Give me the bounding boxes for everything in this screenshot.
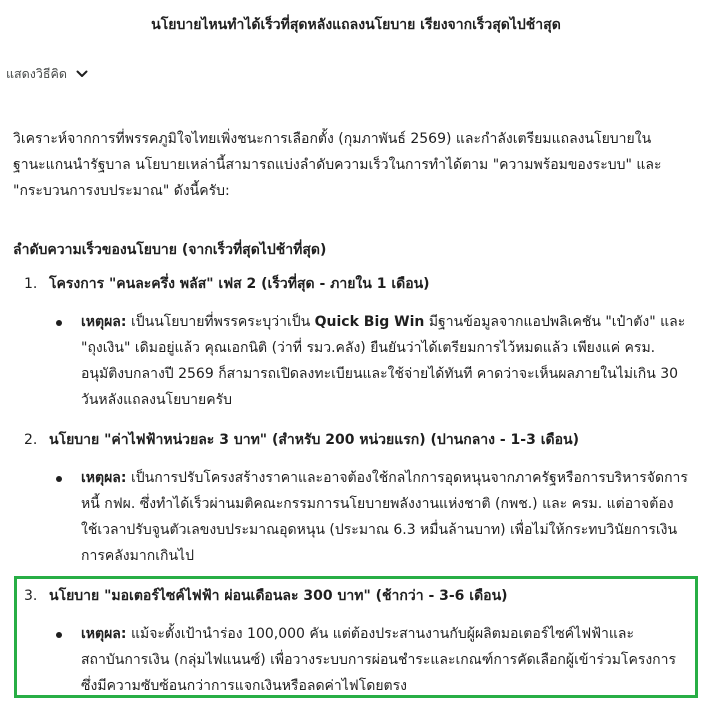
user-prompt [0, 0, 712, 50]
section-heading: ลำดับความเร็วของนโยบาย (จากเร็วที่สุดไปช้าที่สุด) [13, 242, 327, 258]
reason-text: แม้จะตั้งเป้านำร่อง 100,000 คัน แต่ต้องประสานงานกับผู้ผลิตมอเตอร์ไซค์ไฟฟ้าและ [126, 626, 635, 642]
reason-line: การคลังมากเกินไป [81, 548, 194, 564]
chevron-down-icon [75, 67, 89, 81]
list-item-title [24, 428, 579, 452]
intro-line: "กระบวนการงบประมาณ" ดังนี้ครับ: [13, 183, 230, 199]
intro-line: ฐานะแกนนำรัฐบาล นโยบายเหล่านี้สามารถแบ่งลำดับความเร็วในการทำได้ตาม "ความพร้อมของระบบ" และ [13, 157, 662, 173]
prompt-text: นโยบายไหนทำได้เร็วที่สุดหลังแถลงนโยบาย เรียงจากเร็วสุดไปช้าสุด [151, 17, 561, 33]
bullet-icon [56, 476, 62, 482]
reason-label: เหตุผล: [81, 626, 127, 642]
show-thinking-button[interactable] [6, 63, 89, 85]
show-thinking-label: แสดงวิธีคิด [6, 66, 68, 81]
reason-line: ใช้เวลาปรับจูนตัวเลขงบประมาณอุดหนุน (ประมาณ 6.3 หมื่นล้านบาท) เพื่อไม่ให้กระทบวินัยการเงิน [81, 522, 678, 538]
reason-line: วันหลังแถลงนโยบายครับ [81, 392, 233, 408]
reason-bold: Quick Big Win [314, 314, 425, 330]
reason-line: "ถุงเงิน" เดิมอยู่แล้ว คุณเอกนิติ (ว่าที่ รมว.คลัง) ยืนยันว่าได้เตรียมการไว้หมดแล้ว เพียงแค่ ครม. [81, 340, 656, 356]
reason-label: เหตุผล: [81, 470, 127, 486]
list-item-reason [56, 309, 706, 413]
list-item-title [24, 272, 430, 296]
list-item-title-text: นโยบาย "มอเตอร์ไซค์ไฟฟ้า ผ่อนเดือนละ 300 บาท" (ช้ากว่า - 3-6 เดือน) [49, 588, 508, 604]
response-intro [13, 126, 703, 204]
reason-line: ซึ่งมีความซับซ้อนกว่าการแจกเงินหรือลดค่าไฟโดยตรง [81, 678, 407, 694]
reason-label: เหตุผล: [81, 314, 127, 330]
list-item-title [24, 584, 508, 608]
reason-line: อนุมัติงบกลางปี 2569 ก็สามารถเปิดลงทะเบียนและใช้จ่ายได้ทันที คาดว่าจะเห็นผลภายในไม่เกิน 30 [81, 366, 679, 382]
list-item-number: 1. [24, 276, 38, 292]
bullet-icon [56, 320, 62, 326]
list-item-number: 2. [24, 432, 38, 448]
reason-line: สถาบันการเงิน (กลุ่มไฟแนนซ์) เพื่อวางระบบการผ่อนชำระและเกณฑ์การคัดเลือกผู้เข้าร่วมโครงการ [81, 652, 677, 668]
list-item-reason [56, 621, 706, 699]
bullet-icon [56, 632, 62, 638]
reason-text: เป็นนโยบายที่พรรคระบุว่าเป็น [126, 314, 315, 330]
intro-line: วิเคราะห์จากการที่พรรคภูมิใจไทยเพิ่งชนะการเลือกตั้ง (กุมภาพันธ์ 2569) และกำลังเตรียมแถลงนโยบายใน [13, 131, 652, 147]
list-item-title-text: นโยบาย "ค่าไฟฟ้าหน่วยละ 3 บาท" (สำหรับ 200 หน่วยแรก) (ปานกลาง - 1-3 เดือน) [49, 432, 579, 448]
list-item-title-text: โครงการ "คนละครึ่ง พลัส" เฟส 2 (เร็วที่สุด - ภายใน 1 เดือน) [49, 276, 430, 292]
reason-text: เป็นการปรับโครงสร้างราคาและอาจต้องใช้กลไกการอุดหนุนจากภาครัฐหรือการบริหารจัดการ [126, 470, 688, 486]
list-item-number: 3. [24, 588, 38, 604]
list-item-reason [56, 465, 706, 569]
reason-line: หนี้ กฟผ. ซึ่งทำได้เร็วผ่านมติคณะกรรมการนโยบายพลังงานแห่งชาติ (กพช.) และ ครม. แต่อาจต้อง [81, 496, 674, 512]
reason-text: มีฐานข้อมูลจากแอปพลิเคชัน "เป๋าตัง" และ [424, 314, 686, 330]
